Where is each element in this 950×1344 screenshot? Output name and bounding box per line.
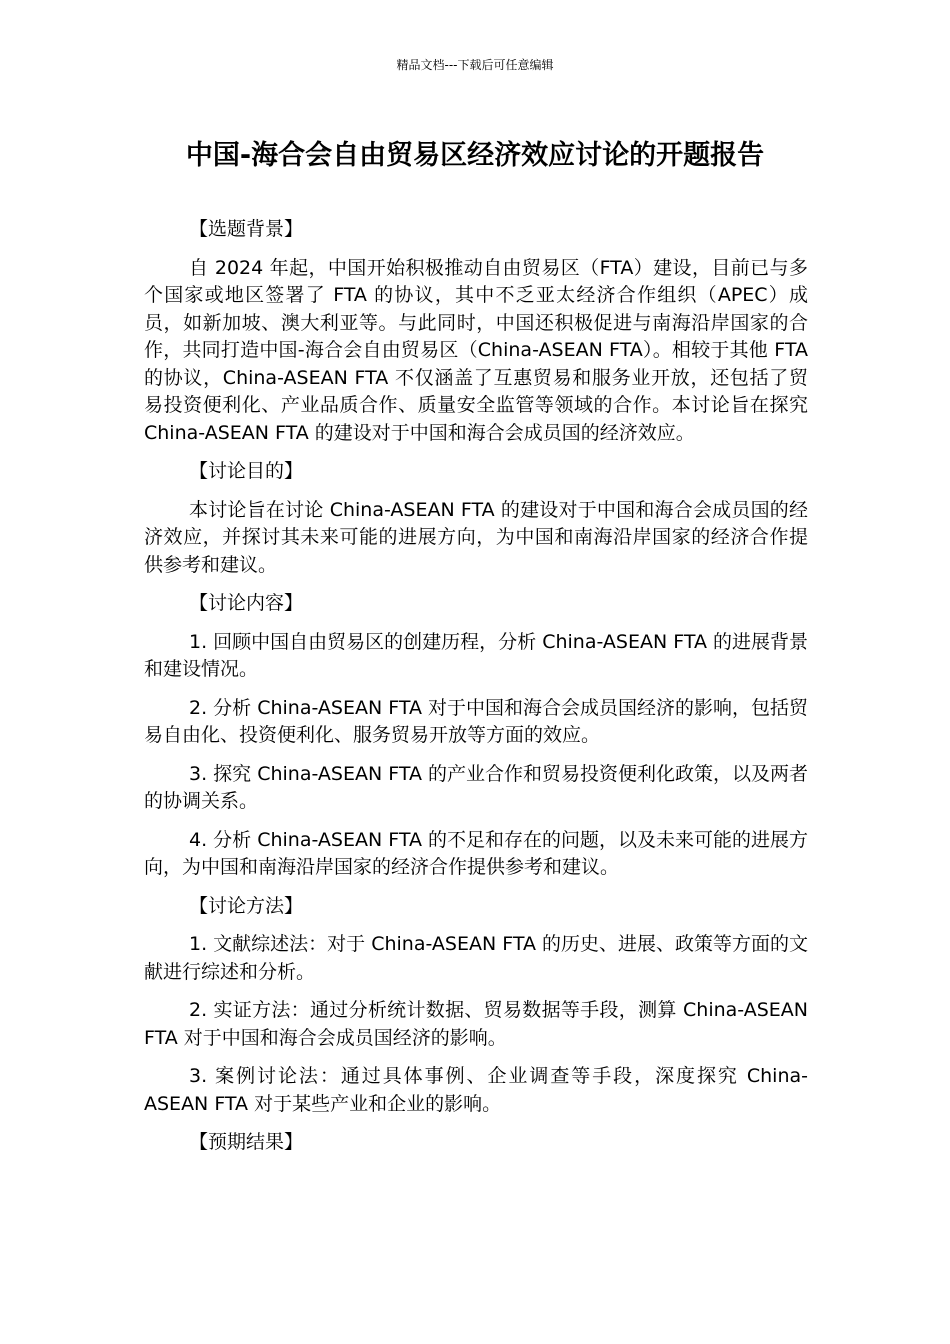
paragraph: 自 2024 年起，中国开始积极推动自由贸易区（FTA）建设，目前已与多个国家或地区签署了 FTA 的协议，其中不乏亚太经济合作组织（APEC）成员，如新加坡、澳大利亚等。与此同时，中国还积极促进与南海沿岸国家的合作，共同打造中国-海合会自由贸易区（China-ASEAN FTA）。相较于其他 FTA 的协议，China-ASEAN FTA 不仅涵盖了互惠贸易和服务业开放，还包括了贸易投资便利化、产业品质合作、质量安全监管等领域的合作。本讨论旨在探究 China-ASEAN FTA 的建设对于中国和海合会成员国的经济效应。 (144, 256, 808, 444)
list-item: 3. 案例讨论法：通过具体事例、企业调查等手段，深度探究 China-ASEAN FTA 对于某些产业和企业的影响。 (144, 1065, 808, 1115)
section-heading-background: 【选题背景】 (189, 218, 304, 240)
page-header: 精品文档---下载后可任意编辑 (396, 58, 554, 72)
document-title: 中国-海合会自由贸易区经济效应讨论的开题报告 (185, 140, 765, 171)
section-heading-content: 【讨论内容】 (189, 592, 304, 614)
list-item: 3. 探究 China-ASEAN FTA 的产业合作和贸易投资便利化政策，以及两者的协调关系。 (144, 762, 808, 812)
list-item: 1. 文献综述法：对于 China-ASEAN FTA 的历史、进展、政策等方面的文献进行综述和分析。 (144, 933, 808, 983)
list-item: 4. 分析 China-ASEAN FTA 的不足和存在的问题，以及未来可能的进展方向，为中国和南海沿岸国家的经济合作提供参考和建议。 (144, 828, 808, 878)
section-heading-purpose: 【讨论目的】 (189, 460, 304, 482)
list-item: 1. 回顾中国自由贸易区的创建历程，分析 China-ASEAN FTA 的进展背景和建设情况。 (144, 630, 808, 680)
section-heading-expected: 【预期结果】 (189, 1131, 304, 1153)
list-item: 2. 分析 China-ASEAN FTA 对于中国和海合会成员国经济的影响，包括贸易自由化、投资便利化、服务贸易开放等方面的效应。 (144, 696, 808, 746)
paragraph: 本讨论旨在讨论 China-ASEAN FTA 的建设对于中国和海合会成员国的经济效应，并探讨其未来可能的进展方向，为中国和南海沿岸国家的经济合作提供参考和建议。 (144, 498, 808, 576)
section-heading-methods: 【讨论方法】 (189, 894, 304, 917)
list-item: 2. 实证方法：通过分析统计数据、贸易数据等手段，测算 China-ASEAN FTA 对于中国和海合会成员国经济的影响。 (144, 999, 808, 1049)
document-body (144, 216, 808, 1168)
